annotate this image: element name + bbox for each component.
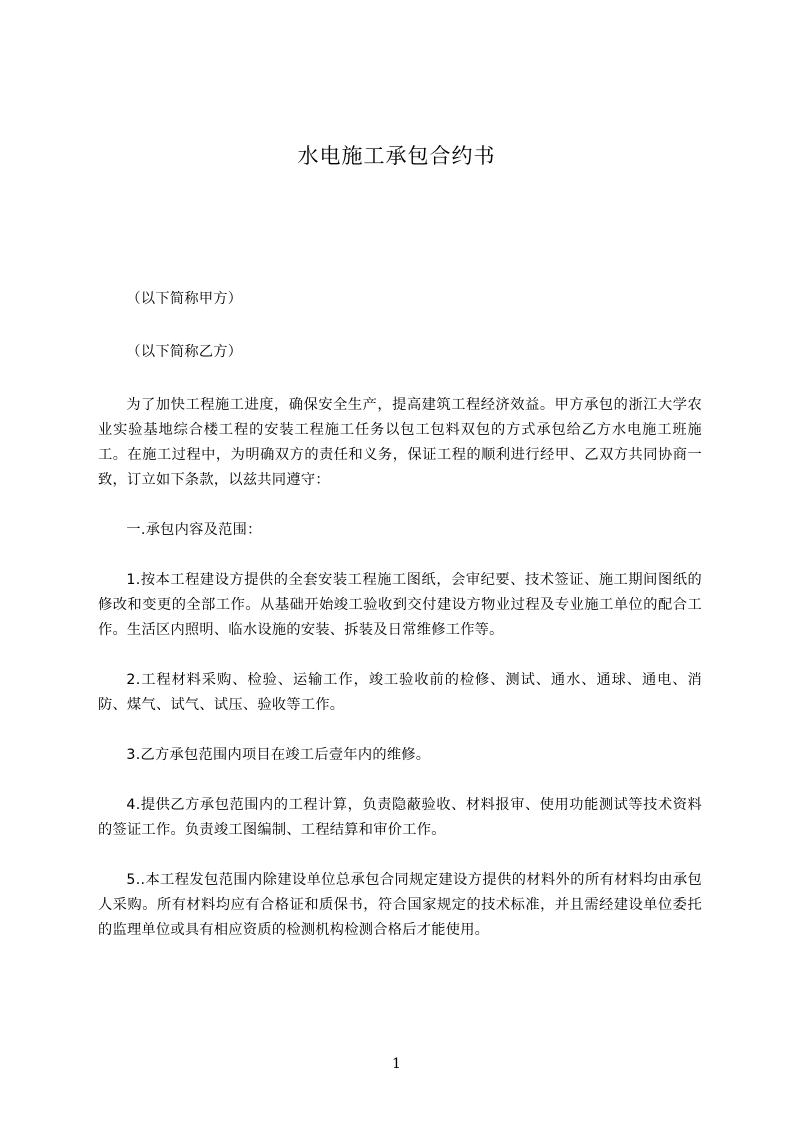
section-heading-scope: 一.承包内容及范围： xyxy=(126,522,262,538)
preamble-paragraph: 为了加快工程施工进度，确保安全生产，提高建筑工程经济效益。甲方承包的浙江大学农业实验基地综合楼工程的安装工程施工任务以包工包料双包的方式承包给乙方水电施工班施工。在施工过程中，为明确双方的责任和义务，保证工程的顺利进行经甲、乙双方共同协商一致，订立如下条款，以兹共同遵守： xyxy=(98,397,702,488)
clause-5: 5..本工程发包范围内除建设单位总承包合同规定建设方提供的材料外的所有材料均由承包人采购。所有材料均应有合格证和质保书，符合国家规定的技术标准，并且需经建设单位委托的监理单位或具有相应资质的检测机构检测合格后才能使用。 xyxy=(98,872,702,938)
clause-2: 2.工程材料采购、检验、运输工作，竣工验收前的检修、测试、通水、通球、通电、消防、煤气、试气、试压、验收等工作。 xyxy=(98,672,702,713)
party-b-line: （以下简称乙方） xyxy=(126,344,243,360)
clause-3: 3.乙方承包范围内项目在竣工后壹年内的维修。 xyxy=(126,747,431,763)
document-title: 水电施工承包合约书 xyxy=(297,144,496,168)
clause-4: 4.提供乙方承包范围内的工程计算，负责隐蔽验收、材料报审、使用功能测试等技术资料的签证工作。负责竣工图编制、工程结算和审价工作。 xyxy=(98,797,702,838)
document-body xyxy=(98,287,702,968)
page-number: 1 xyxy=(392,1056,401,1072)
clause-1: 1.按本工程建设方提供的全套安装工程施工图纸，会审纪要、技术签证、施工期间图纸的修改和变更的全部工作。从基础开始竣工验收到交付建设方物业过程及专业施工单位的配合工作。生活区内照明、临水设施的安装、拆装及日常维修工作等。 xyxy=(98,572,702,638)
party-a-line: （以下简称甲方） xyxy=(126,291,243,307)
